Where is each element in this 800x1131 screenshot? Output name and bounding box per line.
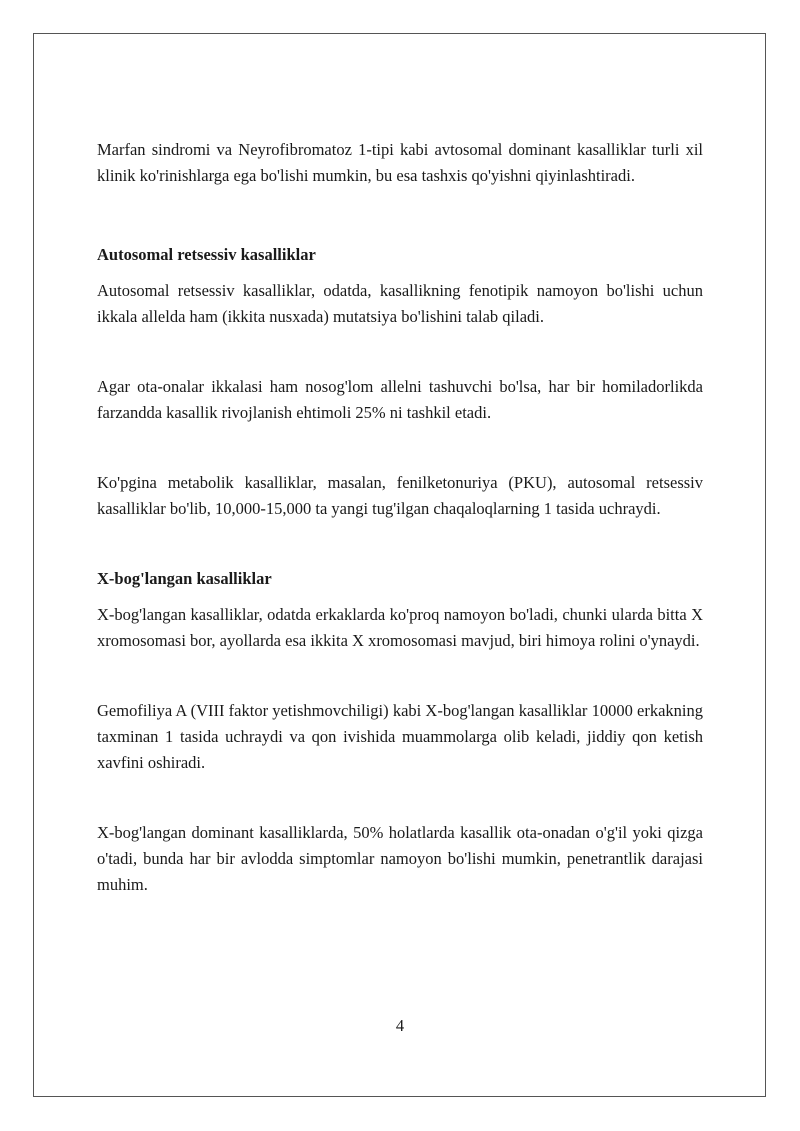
heading-x-linked: X-bog'langan kasalliklar — [97, 569, 272, 588]
paragraph-carrier-parents: Agar ota-onalar ikkalasi ham nosog'lom allelni tashuvchi bo'lsa, har bir homiladorlikda farzandda kasallik rivojlanish ehtimoli 25% ni tashkil etadi. — [97, 377, 703, 422]
paragraph-autosomal-recessive-definition: Autosomal retsessiv kasalliklar, odatda, kasallikning fenotipik namoyon bo'lishi uchun ikkala allelda ham (ikkita nusxada) mutatsiya bo'lishini talab qiladi. — [97, 281, 703, 326]
paragraph-metabolic-diseases: Ko'pgina metabolik kasalliklar, masalan, fenilketonuriya (PKU), autosomal retsessiv kasalliklar bo'lib, 10,000-15,000 ta yangi tug'ilgan chaqaloqlarning 1 tasida uchraydi. — [97, 473, 703, 518]
paragraph-x-linked-dominant: X-bog'langan dominant kasalliklarda, 50% holatlarda kasallik ota-onadan o'g'il yoki qizga o'tadi, bunda har bir avlodda simptomlar namoyon bo'lishi mumkin, penetrantlik darajasi muhim. — [97, 823, 703, 894]
paragraph-marfan: Marfan sindromi va Neyrofibromatoz 1-tipi kabi avtosomal dominant kasalliklar turli xil klinik ko'rinishlarga ega bo'lishi mumkin, bu esa tashxis qo'yishni qiyinlashtiradi. — [97, 140, 703, 185]
heading-autosomal-recessive: Autosomal retsessiv kasalliklar — [97, 245, 316, 264]
paragraph-hemophilia: Gemofiliya A (VIII faktor yetishmovchiligi) kabi X-bog'langan kasalliklar 10000 erkakning taxminan 1 tasida uchraydi va qon ivishida muammolarga olib keladi, jiddiy qon ketish xavfini oshiradi. — [97, 701, 703, 772]
paragraph-x-linked-definition: X-bog'langan kasalliklar, odatda erkaklarda ko'proq namoyon bo'ladi, chunki ularda bitta X xromosomasi bor, ayollarda esa ikkita X xromosomasi mavjud, biri himoya rolini o'ynaydi. — [97, 605, 703, 650]
page-number: 4 — [395, 1016, 405, 1035]
document-body — [97, 137, 703, 898]
